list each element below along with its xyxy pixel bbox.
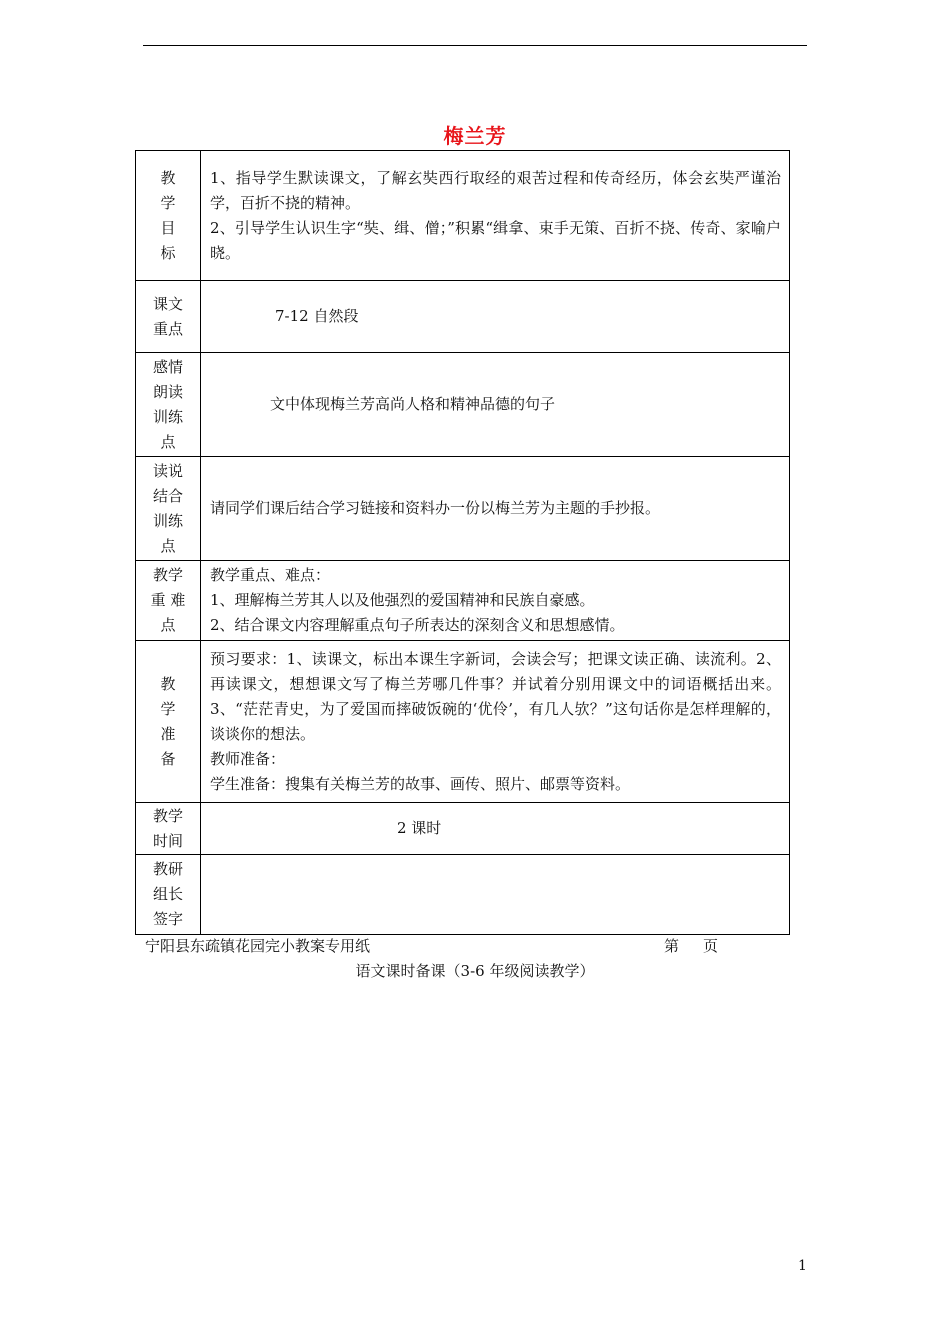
- table-row-goals: [136, 151, 790, 281]
- footer-page-suffix: 页: [703, 937, 719, 955]
- row-content-speaking-training: 请同学们课后结合学习链接和资料办一份以梅兰芳为主题的手抄报。: [201, 457, 790, 561]
- row-content-goals: 1、指导学生默读课文，了解玄奘西行取经的艰苦过程和传奇经历，体会玄奘严谨治学，百折不挠的精神。 2、引导学生认识生字“奘、缉、僧；”积累“缉拿、束手无策、百折不挠、传奇、家喻户晓。: [201, 151, 790, 281]
- footer-page-marker: [664, 935, 718, 956]
- table-row-difficulties: [136, 561, 790, 641]
- row-content-reading-training: 文中体现梅兰芳高尚人格和精神品德的句子: [201, 353, 790, 457]
- table-row-key-section: [136, 281, 790, 353]
- lesson-plan-table: [135, 150, 790, 935]
- footer-subtitle: 语文课时备课（3-6 年级阅读教学）: [355, 962, 595, 980]
- row-content-difficulties: 教学重点、难点： 1、理解梅兰芳其人以及他强烈的爱国精神和民族自豪感。 2、结合课文内容理解重点句子所表达的深刻含义和思想感情。: [201, 561, 790, 641]
- signature-field: [201, 855, 790, 935]
- footer-page-prefix: 第: [664, 937, 680, 955]
- row-label-goals: 教 学 目 标: [136, 151, 201, 281]
- row-label-key-section: 课文 重点: [136, 281, 201, 353]
- row-content-time: 2 课时: [201, 803, 790, 855]
- row-label-time: 教学 时间: [136, 803, 201, 855]
- footer-school-name: 宁阳县东疏镇花园完小教案专用纸: [145, 937, 371, 955]
- row-label-speaking-training: 读说 结合 训练 点: [136, 457, 201, 561]
- row-content-key-section: 7-12 自然段: [201, 281, 790, 353]
- row-label-preparation: 教 学 准 备: [136, 641, 201, 803]
- page-number: 1: [798, 1258, 807, 1274]
- row-label-difficulties: 教学 重 难 点: [136, 561, 201, 641]
- row-content-preparation: 预习要求：1、读课文，标出本课生字新词，会读会写；把课文读正确、读流利。2、再读课文，想想课文写了梅兰芳哪几件事？并试着分别用课文中的词语概括出来。3、“茫茫青史，为了爱国而摔破饭碗的‘优伶’，有几人欤？”这句话你是怎样理解的，谈谈你的想法。 教师准备： 学生准备：搜集有关梅兰芳的故事、画传、照片、邮票等资料。: [201, 641, 790, 803]
- table-row-time: [136, 803, 790, 855]
- table-row-speaking-training: [136, 457, 790, 561]
- row-label-reading-training: 感情 朗读 训练 点: [136, 353, 201, 457]
- header-rule: [143, 45, 807, 46]
- table-row-signature: [136, 855, 790, 935]
- table-row-reading-training: [136, 353, 790, 457]
- row-label-signature: 教研 组长 签字: [136, 855, 201, 935]
- table-row-preparation: [136, 641, 790, 803]
- document-title: 梅兰芳: [443, 124, 507, 148]
